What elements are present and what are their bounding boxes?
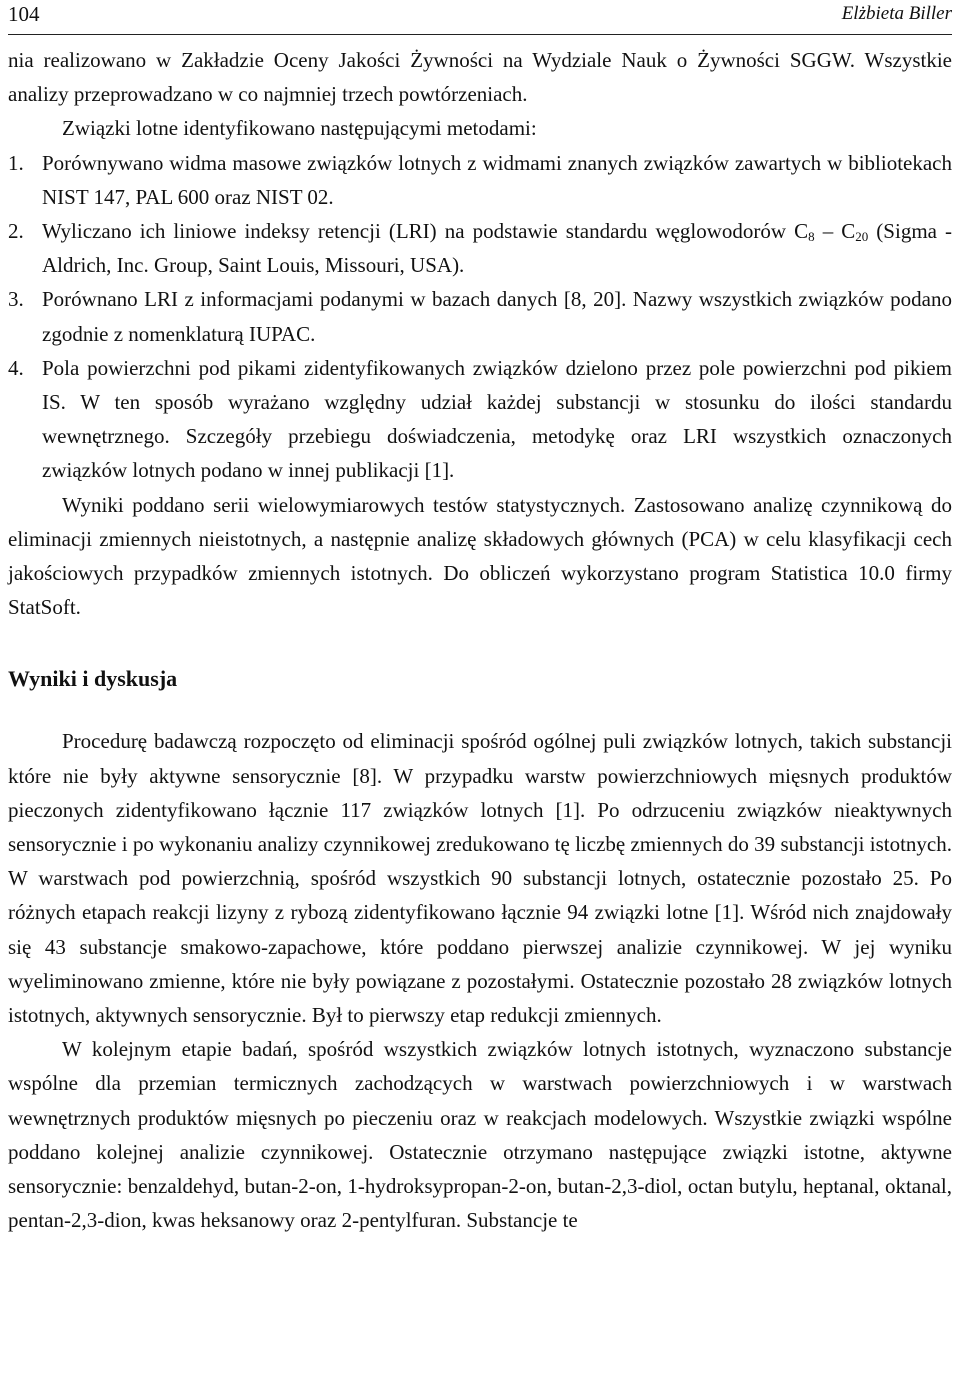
method-item-2 (8, 214, 952, 282)
methods-intro: Związki lotne identyfikowano następującymi metodami: (62, 116, 537, 141)
section-heading: Wyniki i dyskusja (8, 666, 178, 692)
subscript: 20 (855, 229, 869, 245)
running-header (8, 0, 952, 35)
method-number: 1. (8, 150, 24, 175)
body-text (8, 43, 952, 1238)
method-text-part: (Sigma - Aldrich, Inc. Group, Saint Louis, Missouri, USA). (42, 219, 953, 278)
method-text: Pola powierzchni pod pikami zidentyfikowanych związków dzielono przez pole powierzchni pod pikiem IS. W ten sposób wyrażano względny udział każdej substancji w stosunku do ilości standardu wewnętrznego. Szczegóły przebiegu doświadczenia, metodykę oraz LRI wszystkich oznaczonych związków lotnych podano w innej publikacji [1]. (42, 355, 952, 483)
method-item-3 (8, 282, 952, 350)
method-number: 3. (8, 287, 24, 312)
method-text-part: Wyliczano ich liniowe indeksy retencji (LRI) na podstawie standardu węglowodorów C (42, 219, 809, 244)
intro-paragraph: nia realizowano w Zakładzie Oceny Jakości Żywności na Wydziale Nauk o Żywności SGGW. Wszystkie analizy przeprowadzano w co najmniej trzech powtórzeniach. (8, 48, 952, 107)
subscript: 8 (808, 229, 815, 245)
method-number: 2. (8, 219, 24, 244)
method-item-1 (8, 146, 952, 214)
statistics-paragraph: Wyniki poddano serii wielowymiarowych testów statystycznych. Zastosowano analizę czynnikową do eliminacji zmiennych nieistotnych, a następnie analizę składowych głównych (PCA) w celu klasyfikacji cech jakościowych przypadków zmiennych istotnych. Do obliczeń wykorzystano program Statistica 10.0 firmy StatSoft. (8, 492, 952, 620)
method-number: 4. (8, 355, 24, 380)
running-header-author: Elżbieta Biller (841, 3, 952, 24)
page-number: 104 (8, 2, 40, 26)
method-text: Porównywano widma masowe związków lotnych z widmami znanych związków zawartych w bibliotekach NIST 147, PAL 600 oraz NIST 02. (42, 150, 952, 209)
results-paragraph-1: Procedurę badawczą rozpoczęto od eliminacji spośród ogólnej puli związków lotnych, takich substancji które nie były aktywne sensorycznie [8]. W przypadku warstw powierzchniowych mięsnych produktów pieczonych zidentyfikowano łącznie 117 związków lotnych [1]. Po odrzuceniu związków nieaktywnych sensorycznie i po wykonaniu analizy czynnikowej zredukowano tę liczbę zmiennych do 39 substancji istotnych. W warstwach pod powierzchnią, spośród wszystkich 90 substancji lotnych, ostatecznie pozostało 25. Po różnych etapach reakcji lizyny z rybozą zidentyfikowano łącznie 94 związki lotne [1]. Wśród nich znajdowały się 43 substancje smakowo-zapachowe, które poddano pierwszej analizie czynnikowej. W jej wyniku wyeliminowano zmienne, które nie były powiązane z pozostałymi. Ostatecznie pozostało 28 związków lotnych istotnych, aktywnych sensorycznie. Był to pierwszy etap redukcji zmiennych. (8, 729, 952, 1028)
method-text: Porównano LRI z informacjami podanymi w bazach danych [8, 20]. Nazwy wszystkich związków podano zgodnie z nomenklaturą IUPAC. (42, 287, 952, 346)
method-text-part: – C (814, 219, 856, 244)
results-paragraph-2: W kolejnym etapie badań, spośród wszystkich związków lotnych istotnych, wyznaczono substancje wspólne dla przemian termicznych zachodzących w warstwach powierzchniowych i w warstwach wewnętrznych produktów mięsnych po pieczeniu oraz w reakcjach modelowych. Wszystkie związki wspólne poddano kolejnej analizie czynnikowej. Ostatecznie otrzymano następujące związki istotne, aktywne sensorycznie: benzaldehyd, butan-2-on, 1-hydroksypropan-2-on, butan-2,3-diol, octan butylu, heptanal, oktanal, pentan-2,3-dion, kwas heksanowy oraz 2-pentylfuran. Substancje te (8, 1037, 952, 1233)
method-item-4 (8, 351, 952, 488)
